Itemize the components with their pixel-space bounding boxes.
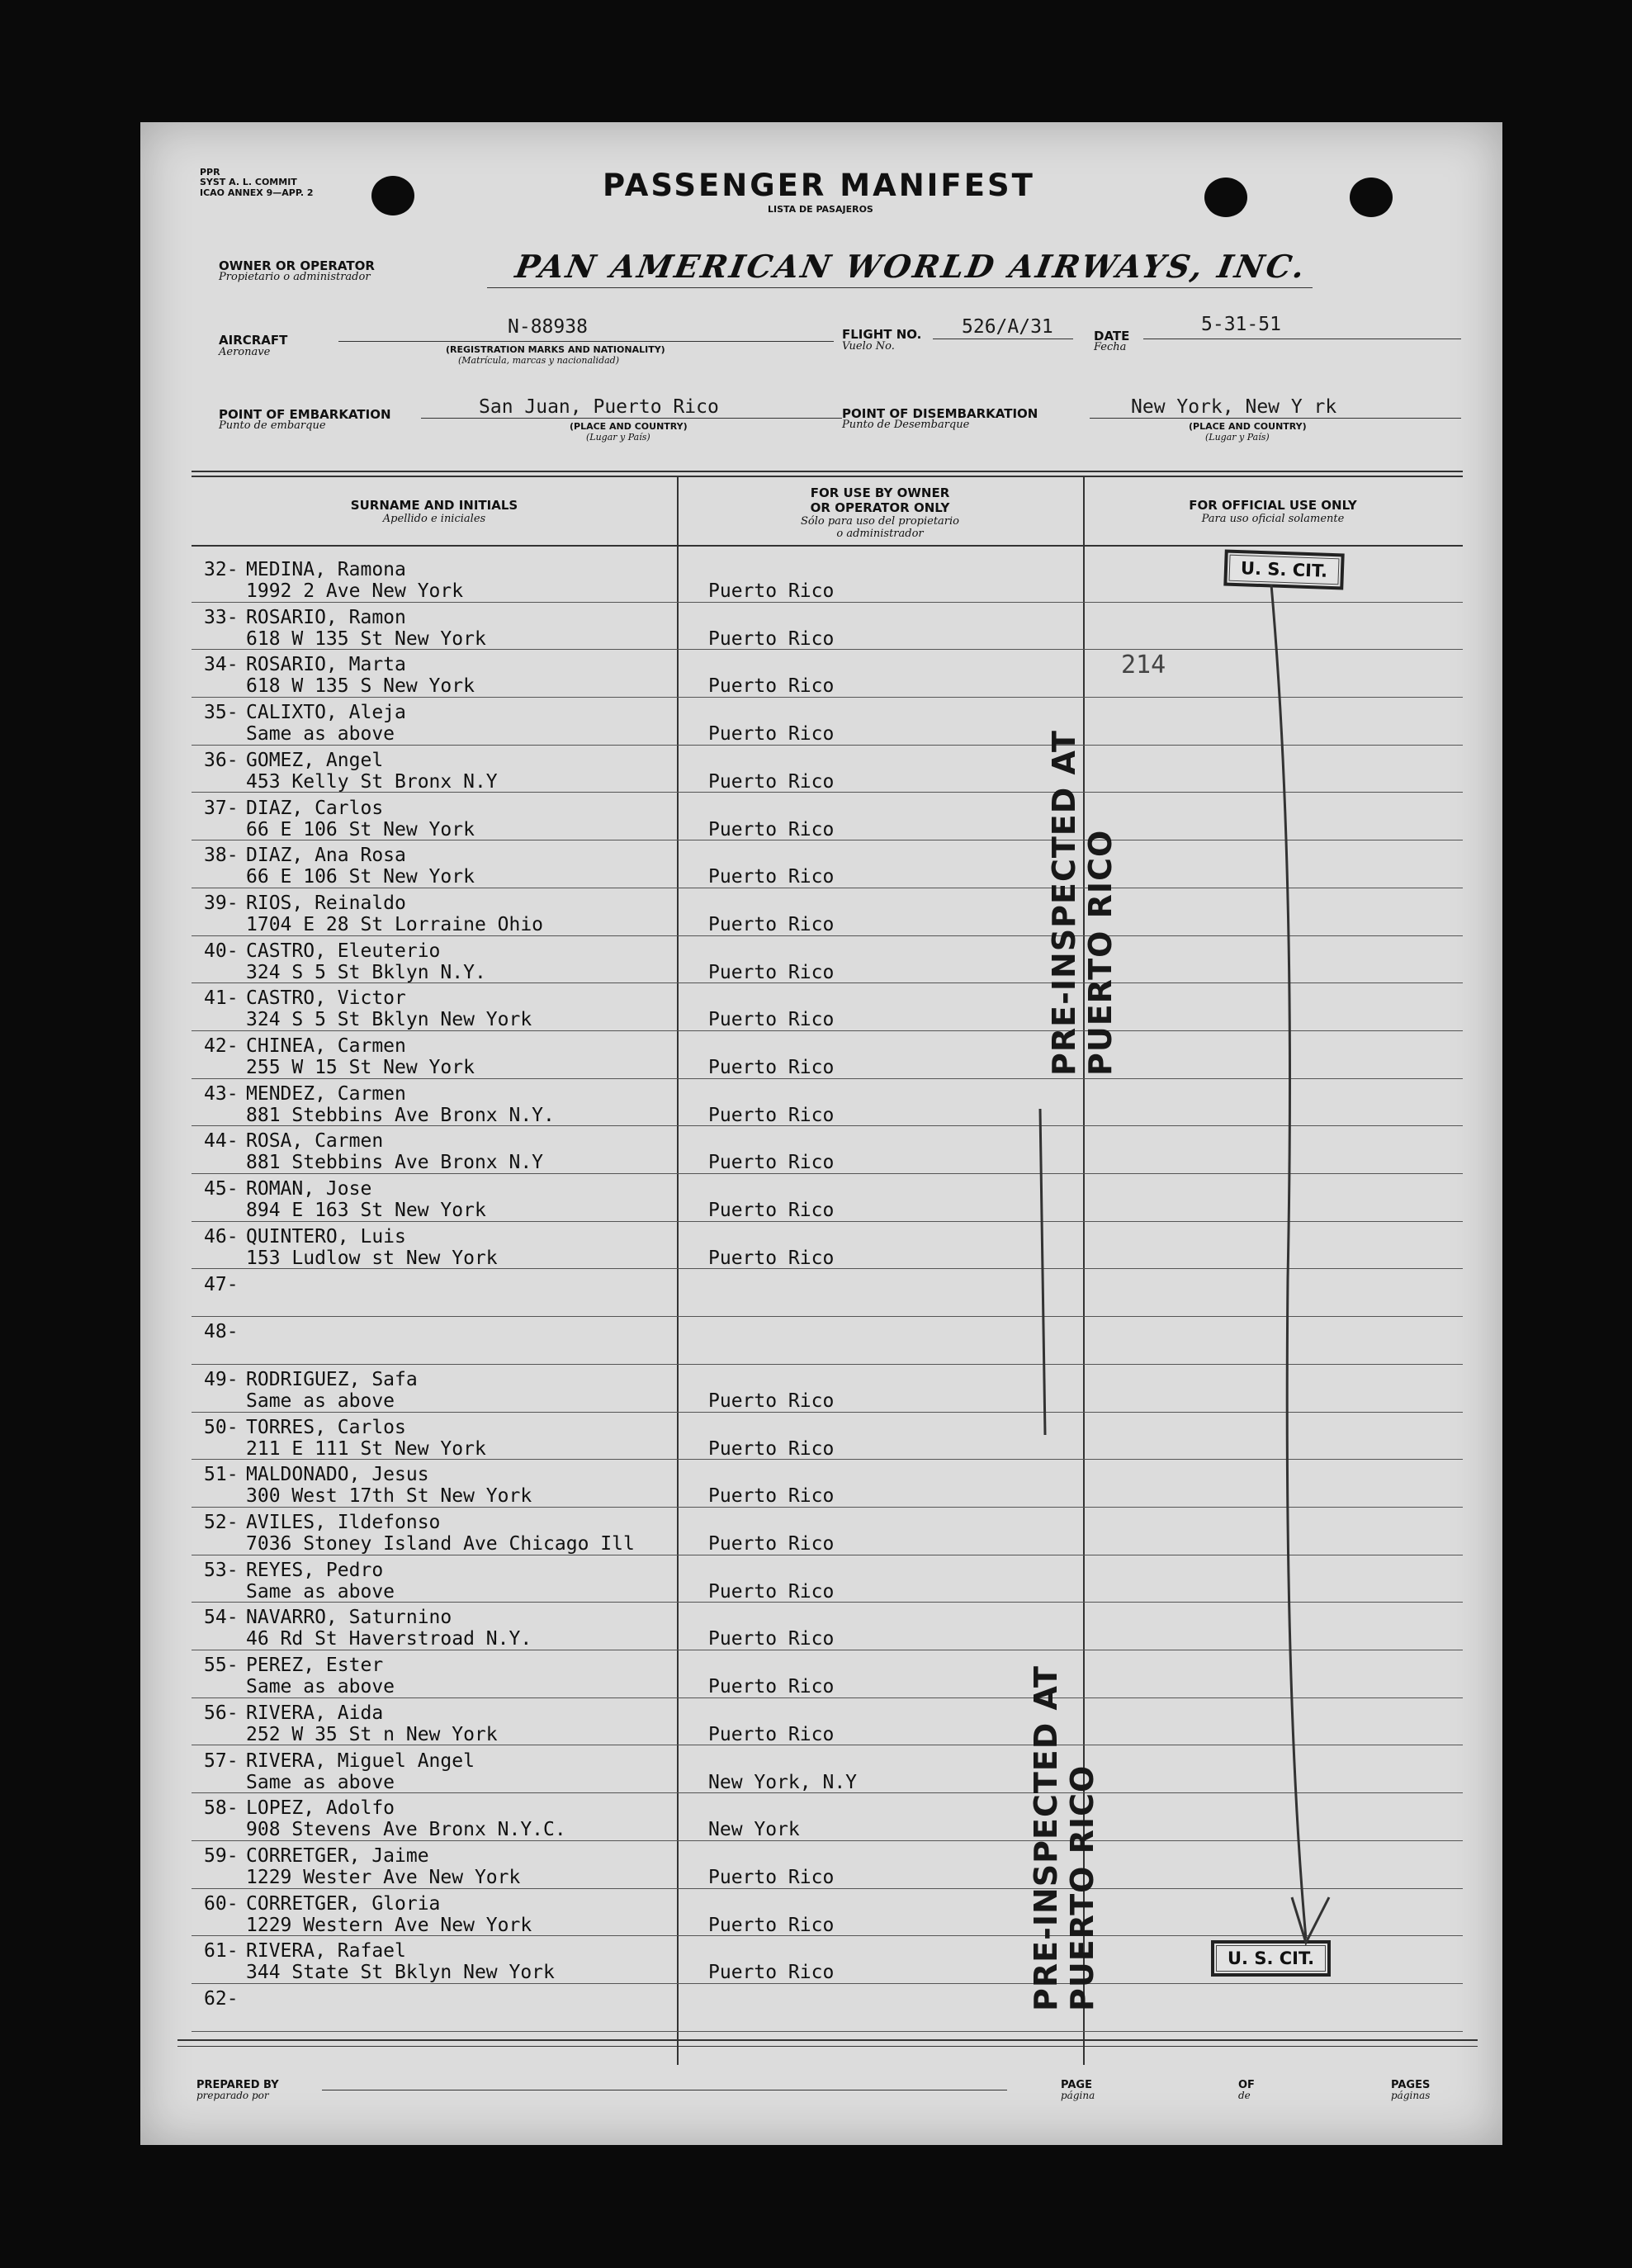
date-label: DATE: [1094, 329, 1130, 343]
entry-number: 46-: [204, 1225, 239, 1248]
entry-name: REYES, Pedro: [246, 1559, 384, 1581]
aircraft-label: AIRCRAFT: [219, 333, 288, 348]
entry-number: 53-: [204, 1559, 239, 1581]
entry-number: 56-: [204, 1702, 239, 1724]
entry-number: 36-: [204, 749, 239, 771]
entry-name: ROSA, Carmen: [246, 1130, 384, 1153]
entry-address: 894 E 163 St New York: [246, 1200, 486, 1222]
entry-note: Puerto Rico: [708, 1009, 835, 1031]
entry-note: Puerto Rico: [708, 1533, 835, 1555]
disembarkation-label-es: Punto de Desembarque: [842, 419, 970, 431]
entry-address: 324 S 5 St Bklyn New York: [246, 1009, 532, 1031]
col-header-official-es: Para uso oficial solamente: [1201, 513, 1345, 525]
flight-label-es: Vuelo No.: [842, 340, 895, 353]
page-title: PASSENGER MANIFEST: [603, 168, 1035, 203]
us-cit-stamp-top: U. S. CIT.: [1223, 549, 1345, 589]
entry-note: Puerto Rico: [708, 675, 835, 698]
entry-number: 58-: [204, 1797, 239, 1820]
disembarkation-note-es: (Lugar y País): [1205, 432, 1270, 443]
entry-address: 1992 2 Ave New York: [246, 580, 464, 602]
aircraft-note: (REGISTRATION MARKS AND NATIONALITY): [446, 344, 665, 355]
entry-address: 324 S 5 St Bklyn N.Y.: [246, 961, 486, 983]
entry-number: 32-: [204, 559, 239, 580]
entry-address: 344 State St Bklyn New York: [246, 1962, 555, 1984]
disembarkation-note: (PLACE AND COUNTRY): [1189, 421, 1307, 432]
entry-number: 45-: [204, 1178, 239, 1200]
entry-note: Puerto Rico: [708, 723, 835, 746]
embarkation-value: San Juan, Puerto Rico: [479, 396, 719, 418]
entry-address: 66 E 106 St New York: [246, 866, 475, 888]
entry-name: RIOS, Reinaldo: [246, 892, 406, 914]
entry-number: 52-: [204, 1512, 239, 1533]
entry-number: 59-: [204, 1844, 239, 1867]
entry-name: MALDONADO, Jesus: [246, 1464, 429, 1486]
entry-number: 49-: [204, 1368, 239, 1390]
entry-number: 57-: [204, 1750, 239, 1772]
entry-note: Puerto Rico: [708, 1962, 835, 1984]
entry-number: 60-: [204, 1892, 239, 1915]
col-header-name-en: SURNAME AND INITIALS: [350, 498, 518, 513]
entry-address: 211 E 111 St New York: [246, 1437, 486, 1460]
entry-number: 44-: [204, 1130, 239, 1153]
official-mark: 214: [1121, 651, 1166, 679]
entry-note: Puerto Rico: [708, 961, 835, 983]
entry-name: CASTRO, Eleuterio: [246, 940, 441, 962]
form-ref-1: PPR: [200, 167, 220, 178]
entry-name: PEREZ, Ester: [246, 1655, 384, 1677]
aircraft-note-es: (Matrícula, marcas y nacionalidad): [458, 355, 619, 366]
col-header-name-es: Apellido e iniciales: [382, 513, 486, 525]
entry-name: MEDINA, Ramona: [246, 559, 406, 580]
entry-address: 252 W 35 St n New York: [246, 1723, 498, 1745]
entry-name: RIVERA, Aida: [246, 1702, 384, 1724]
entry-name: QUINTERO, Luis: [246, 1225, 406, 1248]
entry-name: CASTRO, Victor: [246, 987, 406, 1010]
entry-note: Puerto Rico: [708, 1152, 835, 1174]
us-cit-stamp-bottom: U. S. CIT.: [1211, 1940, 1331, 1977]
embarkation-note: (PLACE AND COUNTRY): [570, 421, 688, 432]
prepared-by-label: PREPARED BY: [196, 2079, 279, 2091]
entry-name: ROMAN, Jose: [246, 1178, 372, 1200]
entry-number: 40-: [204, 940, 239, 962]
flight-value: 526/A/31: [962, 316, 1053, 338]
entry-number: 35-: [204, 702, 239, 724]
entry-address: 881 Stebbins Ave Bronx N.Y: [246, 1152, 544, 1174]
entry-name: RIVERA, Miguel Angel: [246, 1750, 475, 1772]
page-title-es: LISTA DE PASAJEROS: [768, 204, 873, 215]
entry-address: 46 Rd St Haverstroad N.Y.: [246, 1628, 532, 1650]
entry-note: Puerto Rico: [708, 866, 835, 888]
entry-note: Puerto Rico: [708, 1914, 835, 1936]
col-header-owner-es-2: o administrador: [836, 528, 924, 540]
entry-name: ROSARIO, Ramon: [246, 606, 406, 628]
entry-name: MENDEZ, Carmen: [246, 1082, 406, 1105]
entry-note: Puerto Rico: [708, 1580, 835, 1603]
entry-number: 48-: [204, 1321, 239, 1343]
entry-address: 453 Kelly St Bronx N.Y: [246, 770, 498, 793]
entry-note: Puerto Rico: [708, 1723, 835, 1745]
entry-name: ROSARIO, Marta: [246, 654, 406, 676]
entry-number: 43-: [204, 1082, 239, 1105]
entry-number: 34-: [204, 654, 239, 676]
entry-number: 54-: [204, 1607, 239, 1629]
preinspected-stamp-1: PRE-INSPECTED AT PUERTO RICO: [1046, 730, 1119, 1076]
entry-address: 7036 Stoney Island Ave Chicago Ill: [246, 1533, 635, 1555]
form-ref-3: ICAO ANNEX 9—APP. 2: [200, 187, 314, 198]
entry-address: Same as above: [246, 1771, 395, 1793]
pages-label-es: páginas: [1391, 2090, 1431, 2101]
owner-label-es: Propietario o administrador: [219, 271, 371, 283]
entry-name: RODRIGUEZ, Safa: [246, 1368, 418, 1390]
entry-note: Puerto Rico: [708, 580, 835, 602]
footer-rule-2: [177, 2046, 1478, 2047]
entry-address: 1229 Wester Ave New York: [246, 1866, 521, 1888]
owner-value: PAN AMERICAN WORLD AIRWAYS, INC.: [513, 248, 1310, 285]
entry-address: 908 Stevens Ave Bronx N.Y.C.: [246, 1819, 566, 1841]
entry-name: CHINEA, Carmen: [246, 1035, 406, 1057]
page-label-es: página: [1061, 2090, 1095, 2101]
entry-number: 62-: [204, 1988, 239, 2010]
entry-note: Puerto Rico: [708, 1057, 835, 1078]
page-label: PAGE: [1061, 2079, 1092, 2091]
entry-name: CALIXTO, Aleja: [246, 702, 406, 724]
entry-address: 153 Ludlow st New York: [246, 1247, 498, 1269]
entry-note: Puerto Rico: [708, 1247, 835, 1269]
entry-name: LOPEZ, Adolfo: [246, 1797, 395, 1820]
entry-address: 1229 Western Ave New York: [246, 1914, 532, 1936]
entry-note: Puerto Rico: [708, 1676, 835, 1698]
entry-note: Puerto Rico: [708, 1200, 835, 1222]
footer-rule: [177, 2039, 1478, 2041]
prepared-by-label-es: preparado por: [196, 2090, 269, 2101]
col-header-official-en: FOR OFFICIAL USE ONLY: [1189, 498, 1357, 513]
aircraft-label-es: Aeronave: [219, 346, 271, 358]
entry-number: 39-: [204, 892, 239, 914]
entry-note: New York, N.Y: [708, 1771, 858, 1793]
entry-address: 300 West 17th St New York: [246, 1485, 532, 1508]
entry-name: NAVARRO, Saturnino: [246, 1607, 452, 1629]
entry-address: Same as above: [246, 723, 395, 746]
entry-note: Puerto Rico: [708, 913, 835, 935]
entry-number: 61-: [204, 1940, 239, 1963]
entry-name: DIAZ, Ana Rosa: [246, 845, 406, 867]
entry-note: Puerto Rico: [708, 1628, 835, 1650]
aircraft-value: N-88938: [508, 316, 588, 338]
entry-number: 55-: [204, 1655, 239, 1677]
entry-number: 42-: [204, 1035, 239, 1057]
entry-address: Same as above: [246, 1580, 395, 1603]
col-header-owner-en-2: OR OPERATOR ONLY: [810, 500, 950, 515]
entry-number: 38-: [204, 845, 239, 867]
entry-number: 41-: [204, 987, 239, 1010]
entry-address: 618 W 135 St New York: [246, 627, 486, 650]
col-header-owner-en: FOR USE BY OWNER: [810, 485, 950, 500]
date-label-es: Fecha: [1094, 341, 1127, 353]
entry-note: Puerto Rico: [708, 1390, 835, 1412]
entry-number: 51-: [204, 1464, 239, 1486]
manifest-sheet: [140, 122, 1502, 2145]
entry-number: 47-: [204, 1273, 239, 1295]
disembarkation-value: New York, New Y rk: [1131, 396, 1337, 418]
entry-note: Puerto Rico: [708, 818, 835, 840]
pages-label: PAGES: [1391, 2079, 1431, 2091]
entry-address: 66 E 106 St New York: [246, 818, 475, 840]
form-ref-2: SYST A. L. COMMIT: [200, 177, 297, 187]
col-header-owner-es: Sólo para uso del propietario: [800, 515, 960, 528]
entry-name: CORRETGER, Jaime: [246, 1844, 429, 1867]
owner-label: OWNER OR OPERATOR: [219, 258, 375, 273]
entry-note: Puerto Rico: [708, 627, 835, 650]
entry-name: RIVERA, Rafael: [246, 1940, 406, 1963]
flight-label: FLIGHT NO.: [842, 327, 922, 342]
entry-name: CORRETGER, Gloria: [246, 1892, 441, 1915]
embarkation-note-es: (Lugar y País): [586, 432, 650, 443]
entry-address: Same as above: [246, 1390, 395, 1412]
entry-number: 33-: [204, 606, 239, 628]
embarkation-label-es: Punto de embarque: [219, 419, 326, 432]
date-value: 5-31-51: [1201, 314, 1281, 335]
entry-note: Puerto Rico: [708, 1866, 835, 1888]
entry-number: 37-: [204, 797, 239, 819]
entry-address: 881 Stebbins Ave Bronx N.Y.: [246, 1104, 555, 1126]
entry-address: 618 W 135 S New York: [246, 675, 475, 698]
entry-note: New York: [708, 1819, 800, 1841]
preinspected-stamp-2: PRE-INSPECTED AT PUERTO RICO: [1028, 1665, 1100, 2011]
entry-address: 255 W 15 St New York: [246, 1057, 475, 1078]
of-label-es: de: [1238, 2090, 1251, 2101]
entry-note: Puerto Rico: [708, 770, 835, 793]
disembarkation-label: POINT OF DISEMBARKATION: [842, 406, 1038, 421]
entry-number: 50-: [204, 1416, 239, 1438]
of-label: OF: [1238, 2079, 1255, 2091]
entry-address: Same as above: [246, 1676, 395, 1698]
entry-name: TORRES, Carlos: [246, 1416, 406, 1438]
entry-address: 1704 E 28 St Lorraine Ohio: [246, 913, 544, 935]
official-bracket-line: [140, 122, 1502, 2145]
entry-name: GOMEZ, Angel: [246, 749, 384, 771]
entry-name: AVILES, Ildefonso: [246, 1512, 441, 1533]
entry-note: Puerto Rico: [708, 1485, 835, 1508]
embarkation-label: POINT OF EMBARKATION: [219, 407, 391, 422]
entry-note: Puerto Rico: [708, 1104, 835, 1126]
entry-name: DIAZ, Carlos: [246, 797, 384, 819]
entry-note: Puerto Rico: [708, 1437, 835, 1460]
